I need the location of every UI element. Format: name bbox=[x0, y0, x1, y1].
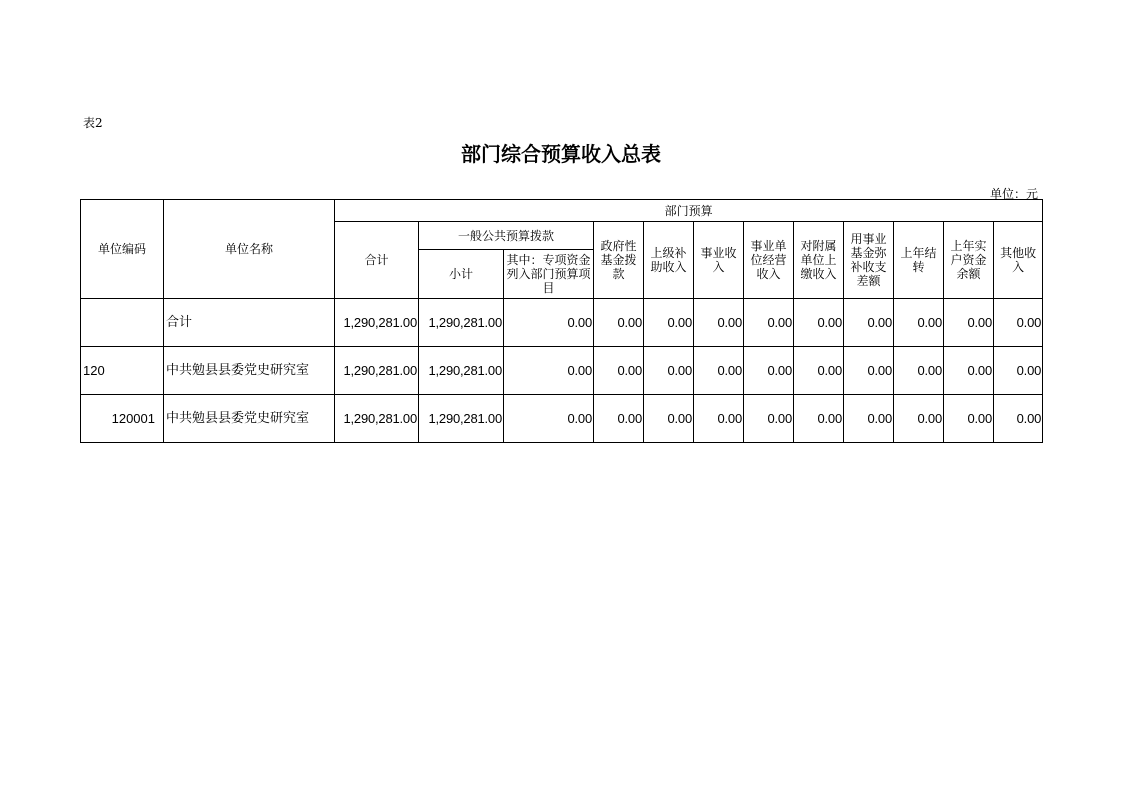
cell-value: 1,290,281.00 bbox=[335, 299, 419, 347]
cell-value: 1,290,281.00 bbox=[419, 299, 504, 347]
unit-label: 单位：元 bbox=[989, 187, 1038, 201]
cell-value: 0.00 bbox=[894, 395, 944, 443]
sheet-label: 表2 bbox=[83, 116, 103, 130]
cell-value: 0.00 bbox=[844, 347, 894, 395]
header-gov-fund: 政府性基金拨款 bbox=[594, 222, 644, 299]
cell-value: 0.00 bbox=[944, 395, 994, 443]
header-general-budget: 一般公共预算拨款 bbox=[419, 222, 594, 250]
cell-value: 1,290,281.00 bbox=[335, 395, 419, 443]
cell-unit-code: 120001 bbox=[81, 395, 164, 443]
header-other-income: 其他收入 bbox=[994, 222, 1043, 299]
cell-value: 0.00 bbox=[744, 347, 794, 395]
cell-value: 0.00 bbox=[694, 347, 744, 395]
cell-value: 0.00 bbox=[994, 347, 1043, 395]
cell-value: 0.00 bbox=[594, 395, 644, 443]
cell-value: 0.00 bbox=[894, 347, 944, 395]
cell-value: 0.00 bbox=[744, 395, 794, 443]
header-subtotal: 小计 bbox=[419, 250, 504, 299]
cell-unit-name: 中共勉县县委党史研究室 bbox=[164, 347, 335, 395]
header-last-year-carryover: 上年结转 bbox=[894, 222, 944, 299]
cell-unit-code: 120 bbox=[81, 347, 164, 395]
cell-value: 0.00 bbox=[504, 347, 594, 395]
cell-value: 0.00 bbox=[994, 395, 1043, 443]
header-business-income: 事业收入 bbox=[694, 222, 744, 299]
cell-unit-code bbox=[81, 299, 164, 347]
cell-value: 0.00 bbox=[894, 299, 944, 347]
cell-value: 0.00 bbox=[694, 299, 744, 347]
cell-value: 0.00 bbox=[694, 395, 744, 443]
cell-value: 0.00 bbox=[944, 299, 994, 347]
header-business-unit-operating: 事业单位经营收入 bbox=[744, 222, 794, 299]
budget-revenue-table bbox=[80, 199, 1043, 443]
cell-value: 0.00 bbox=[504, 395, 594, 443]
cell-value: 0.00 bbox=[504, 299, 594, 347]
header-unit-name: 单位名称 bbox=[164, 200, 335, 299]
page-title: 部门综合预算收入总表 bbox=[461, 142, 661, 166]
header-special-funds: 其中：专项资金列入部门预算项目 bbox=[504, 250, 594, 299]
header-dept-budget: 部门预算 bbox=[335, 200, 1043, 222]
cell-value: 0.00 bbox=[644, 347, 694, 395]
cell-unit-name: 合计 bbox=[164, 299, 335, 347]
cell-value: 0.00 bbox=[594, 347, 644, 395]
cell-value: 0.00 bbox=[994, 299, 1043, 347]
cell-value: 1,290,281.00 bbox=[419, 395, 504, 443]
cell-value: 0.00 bbox=[594, 299, 644, 347]
cell-value: 0.00 bbox=[794, 347, 844, 395]
header-last-year-account: 上年实户资金余额 bbox=[944, 222, 994, 299]
header-unit-code: 单位编码 bbox=[81, 200, 164, 299]
header-upper-subsidy: 上级补助收入 bbox=[644, 222, 694, 299]
table-row bbox=[81, 347, 1043, 395]
cell-value: 1,290,281.00 bbox=[335, 347, 419, 395]
cell-value: 0.00 bbox=[794, 299, 844, 347]
cell-value: 0.00 bbox=[644, 395, 694, 443]
cell-unit-name: 中共勉县县委党史研究室 bbox=[164, 395, 335, 443]
cell-value: 0.00 bbox=[744, 299, 794, 347]
cell-value: 0.00 bbox=[844, 395, 894, 443]
header-business-fund: 用事业基金弥补收支差额 bbox=[844, 222, 894, 299]
header-affiliated-unit: 对附属单位上缴收入 bbox=[794, 222, 844, 299]
cell-value: 0.00 bbox=[794, 395, 844, 443]
table-row bbox=[81, 395, 1043, 443]
cell-value: 0.00 bbox=[644, 299, 694, 347]
header-total: 合计 bbox=[335, 222, 419, 299]
cell-value: 1,290,281.00 bbox=[419, 347, 504, 395]
table-row bbox=[81, 299, 1043, 347]
cell-value: 0.00 bbox=[844, 299, 894, 347]
cell-value: 0.00 bbox=[944, 347, 994, 395]
